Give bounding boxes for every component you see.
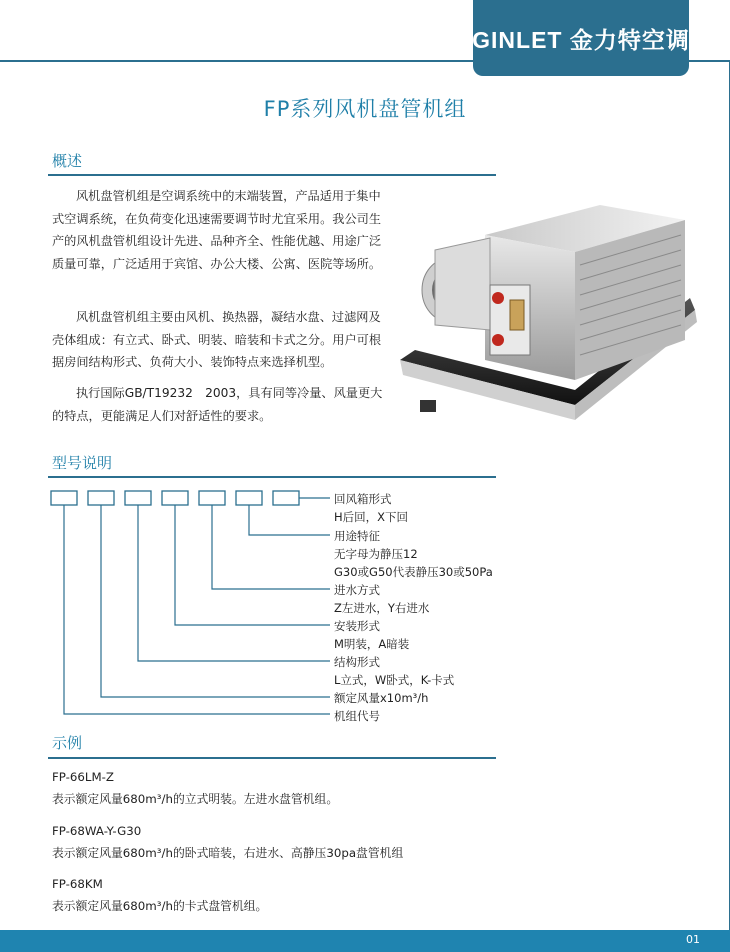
code-box-3: [125, 491, 151, 505]
model-code-diagram: [40, 482, 520, 727]
model-label-airflow: 额定风量x10m³/h: [334, 691, 429, 705]
logo-text: GINLET 金力特空调: [472, 26, 690, 53]
code-box-2: [88, 491, 114, 505]
model-rule: [48, 476, 496, 478]
fan-coil-unit-image: [395, 190, 705, 450]
example-3-desc: 表示额定风量680m³/h的卡式盘管机组。: [52, 899, 268, 913]
overview-paragraph-2: 风机盘管机组主要由风机、换热器，凝结水盘、过滤网及壳体组成：有立式、卧式、明装、暗装和卡式之分。用户可根据房间结构形式、负荷大小、装饰特点来选择机型。: [52, 310, 382, 369]
code-box-6: [236, 491, 262, 505]
footer-bar: [0, 930, 730, 952]
overview-rule: [48, 174, 496, 176]
model-label-water-options: Z左进水，Y右进水: [334, 601, 430, 615]
model-label-install: 安装形式: [334, 619, 380, 633]
page-title: FP系列风机盘管机组: [263, 97, 467, 121]
brand-logo: [473, 0, 689, 76]
model-label-return-options: H后回，X下回: [334, 510, 409, 524]
model-label-structure-options: L立式，W卧式，K-卡式: [334, 673, 455, 687]
examples-heading: 示例: [52, 734, 83, 752]
model-label-return-box: 回风箱形式: [334, 492, 392, 506]
model-label-use-feature: 用途特征: [334, 529, 380, 543]
code-box-7: [273, 491, 299, 505]
example-1-desc: 表示额定风量680m³/h的立式明装。左进水盘管机组。: [52, 792, 339, 806]
code-box-4: [162, 491, 188, 505]
model-label-water-inlet: 进水方式: [334, 583, 380, 597]
model-label-static-options: G30或G50代表静压30或50Pa: [334, 565, 493, 579]
examples-rule: [48, 757, 496, 759]
example-1-code: FP-66LM-Z: [52, 770, 114, 784]
example-2-desc: 表示额定风量680m³/h的卧式暗装，右进水、高静压30pa盘管机组: [52, 846, 404, 860]
code-box-5: [199, 491, 225, 505]
model-heading: 型号说明: [52, 454, 113, 472]
code-box-1: [51, 491, 77, 505]
example-2-code: FP-68WA-Y-G30: [52, 824, 142, 838]
overview-paragraph-3: 执行国际GB/T19232 2003，具有同等冷量、风量更大的特点，更能满足人们对舒适性的要求。: [52, 386, 383, 423]
overview-paragraph-1: 风机盘管机组是空调系统中的末端装置，产品适用于集中式空调系统，在负荷变化迅速需要调节时尤宜采用。我公司生产的风机盘管机组设计先进、品种齐全、性能优越、用途广泛质量可靠，广泛适用于宾馆、办公大楼、公寓、医院等场所。: [52, 189, 382, 271]
example-3-code: FP-68KM: [52, 877, 103, 891]
overview-heading: 概述: [52, 152, 83, 170]
model-label-install-options: M明装，A暗装: [334, 637, 410, 651]
model-label-static-default: 无字母为静压12: [334, 547, 418, 561]
model-label-structure: 结构形式: [334, 655, 380, 669]
model-label-unit-code: 机组代号: [334, 709, 380, 723]
page-number: 01: [686, 933, 700, 946]
